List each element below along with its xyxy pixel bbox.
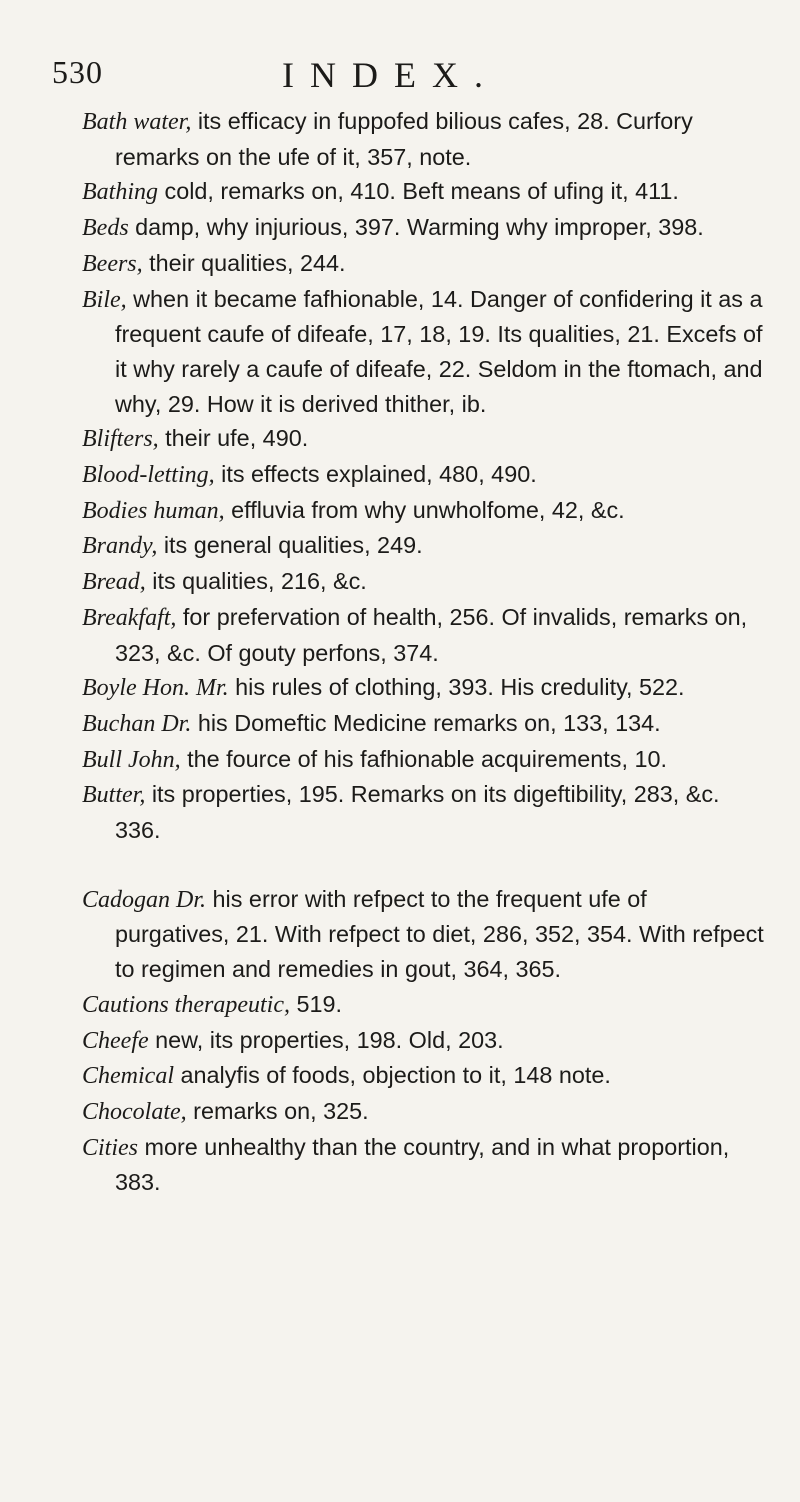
entry-heading: Bodies human, bbox=[82, 497, 225, 524]
entry-heading: Bread, bbox=[82, 569, 146, 596]
entry-text: his rules of clothing, 393. His credulity, 522. bbox=[228, 674, 685, 701]
index-entry bbox=[82, 104, 764, 174]
page-header bbox=[52, 54, 748, 94]
entry-heading: Boyle Hon. Mr. bbox=[82, 675, 229, 702]
entry-text: their ufe, 490. bbox=[158, 425, 309, 452]
entry-heading: Cities bbox=[82, 1134, 139, 1161]
index-entry bbox=[82, 1058, 764, 1094]
entry-heading: Beers, bbox=[82, 250, 143, 277]
entry-text: analyfis of foods, objection to it, 148 note. bbox=[173, 1062, 611, 1089]
entry-heading: Cheefe bbox=[82, 1027, 149, 1054]
entry-heading: Blifters, bbox=[82, 426, 159, 453]
entry-heading: Bile, bbox=[82, 286, 127, 313]
entry-heading: Butter, bbox=[82, 782, 146, 809]
index-entry bbox=[82, 987, 764, 1023]
index-entry bbox=[82, 670, 764, 706]
index-entry bbox=[82, 282, 764, 422]
entry-heading: Cadogan Dr. bbox=[82, 886, 207, 913]
index-entry bbox=[82, 564, 764, 600]
entry-text: damp, why injurious, 397. Warming why improper, 398. bbox=[128, 214, 704, 241]
entry-heading: Breakfaft, bbox=[82, 604, 177, 631]
entry-text: its effects explained, 480, 490. bbox=[214, 461, 537, 488]
index-entry bbox=[82, 528, 764, 564]
index-entry bbox=[82, 882, 764, 987]
entry-text: when it became fafhionable, 14. Danger of confidering it as a frequent caufe of difeafe, 17, 18, 19. Its qualities, 21. Excefs of it why rarely a caufe of difeafe, 22. Seldom in the ftomach, and why, 29. How it is derived thither, ib. bbox=[115, 285, 763, 417]
entry-heading: Bath water, bbox=[82, 109, 192, 135]
index-entry bbox=[82, 742, 764, 778]
entry-heading: Beds bbox=[82, 215, 129, 242]
index-entry bbox=[82, 1023, 764, 1059]
entry-text: its general qualities, 249. bbox=[157, 532, 423, 559]
index-entry bbox=[82, 777, 764, 847]
entry-heading: Brandy, bbox=[82, 533, 158, 560]
index-entry bbox=[82, 457, 764, 493]
running-title: INDEX. bbox=[282, 55, 499, 95]
entry-heading: Blood-letting, bbox=[82, 462, 215, 489]
section-gap bbox=[82, 848, 764, 882]
entry-heading: Buchan Dr. bbox=[82, 710, 192, 737]
entry-text: new, its properties, 198. Old, 203. bbox=[148, 1026, 504, 1053]
entry-text: its efficacy in fuppofed bilious cafes, 28. Curfory remarks on the ufe of it, 357, note. bbox=[115, 108, 693, 170]
entry-text: the fource of his fafhionable acquirements, 10. bbox=[180, 745, 667, 772]
entry-text: their qualities, 244. bbox=[142, 249, 346, 276]
index-entry bbox=[82, 1094, 764, 1130]
page-number: 530 bbox=[52, 54, 103, 90]
entry-text: remarks on, 325. bbox=[186, 1097, 369, 1124]
entry-text: his Domeftic Medicine remarks on, 133, 134. bbox=[191, 709, 661, 736]
entry-text: his error with refpect to the frequent ufe of purgatives, 21. With refpect to diet, 286, 352, 354. With refpect to regimen and remedies in gout, 364, 365. bbox=[115, 885, 764, 983]
entry-heading: Bathing bbox=[82, 179, 158, 206]
entry-text: cold, remarks on, 410. Beft means of ufing it, 411. bbox=[158, 178, 679, 205]
index-entry bbox=[82, 246, 764, 282]
entry-heading: Cautions therapeutic, bbox=[82, 991, 290, 1018]
entry-heading: Chocolate, bbox=[82, 1098, 187, 1125]
entry-text: its qualities, 216, &c. bbox=[145, 568, 367, 595]
index-entries bbox=[82, 104, 764, 1200]
entry-heading: Bull John, bbox=[82, 746, 181, 773]
entry-heading: Chemical bbox=[82, 1063, 174, 1090]
entry-text: more unhealthy than the country, and in what proportion, 383. bbox=[115, 1133, 730, 1196]
index-entry bbox=[82, 174, 764, 210]
index-entry bbox=[82, 421, 764, 457]
entry-text: effluvia from why unwholfome, 42, &c. bbox=[224, 496, 625, 523]
index-entry bbox=[82, 706, 764, 742]
index-entry bbox=[82, 493, 764, 529]
index-entry bbox=[82, 1130, 764, 1200]
entry-text: 519. bbox=[289, 990, 343, 1017]
index-entry bbox=[82, 600, 764, 670]
entry-text: its properties, 195. Remarks on its digeftibility, 283, &c. 336. bbox=[115, 781, 720, 844]
index-entry bbox=[82, 210, 764, 246]
entry-text: for prefervation of health, 256. Of invalids, remarks on, 323, &c. Of gouty perfons, 374. bbox=[115, 603, 748, 666]
